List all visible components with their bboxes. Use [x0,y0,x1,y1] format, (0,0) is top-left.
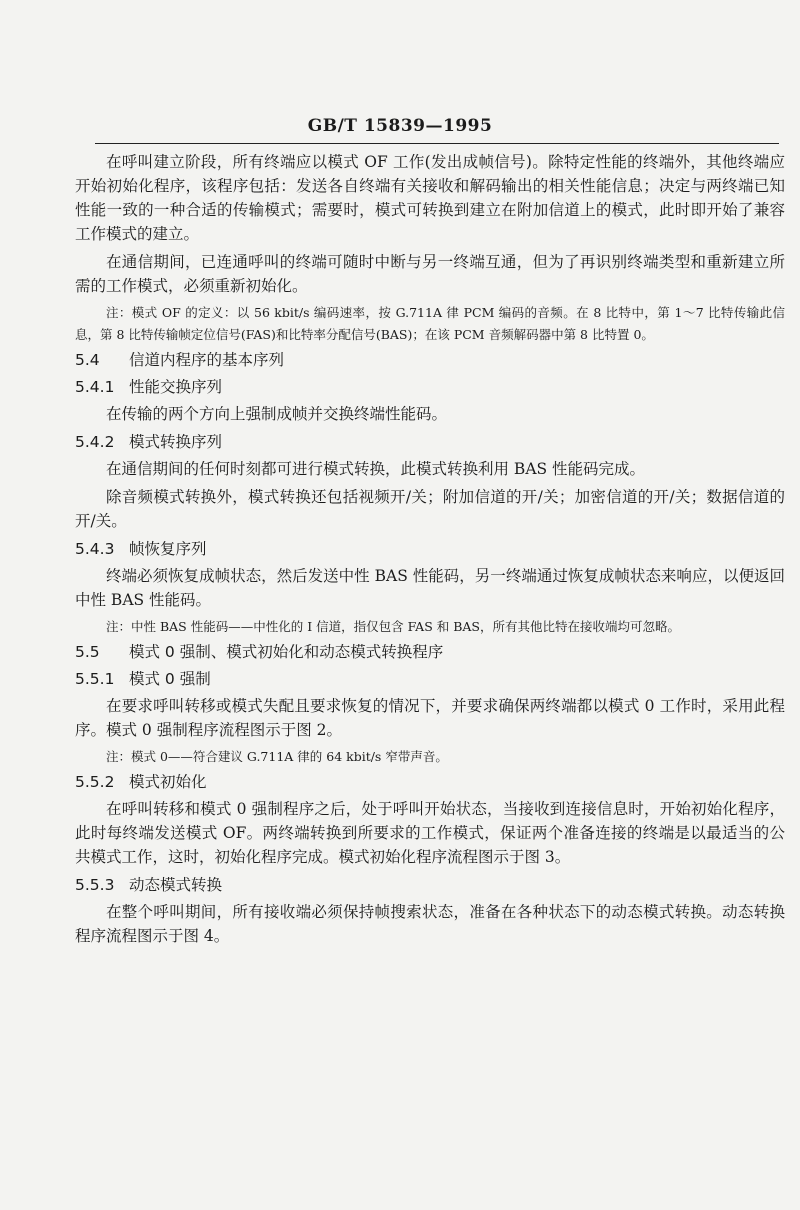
paragraph-frame-recovery: 终端必须恢复成帧状态，然后发送中性 BAS 性能码，另一终端通过恢复成帧状态来响应，以便返回中性 BAS 性能码。 [75,567,785,609]
heading-5-4 [75,348,785,372]
note-mode-of: 注：模式 OF 的定义：以 56 kbit/s 编码速率，按 G.711A 律 PCM 编码的音频。在 8 比特中，第 1～7 比特传输此信息，第 8 比特传输帧定位信号(FAS)和比特率分配信号(BAS)；在该 PCM 音频解码器中第 8 比特置 0。 [75,305,785,342]
paragraph-call-setup: 在呼叫建立阶段，所有终端应以模式 OF 工作(发出成帧信号)。除特定性能的终端外，其他终端应开始初始化程序，该程序包括：发送各自终端有关接收和解码输出的相关性能信息；决定与两终端已知性能一致的一种合适的传输模式；需要时，模式可转换到建立在附加信道上的模式，此时即开始了兼容工作模式的建立。 [75,153,785,243]
heading-5-5 [75,640,785,664]
standard-number-header: GB/T 15839—1995 [307,116,493,136]
heading-text: 模式转换序列 [129,433,223,451]
paragraph-mode0-forcing: 在要求呼叫转移或模式失配且要求恢复的情况下，并要求确保两终端都以模式 0 工作时，采用此程序。模式 0 强制程序流程图示于图 2。 [75,697,786,739]
heading-5-5-1 [75,667,785,691]
heading-number: 5.4.1 [75,378,115,396]
paragraph-reinitialization: 在通信期间，已连通呼叫的终端可随时中断与另一终端互通，但为了再识别终端类型和重新建立所需的工作模式，必须重新初始化。 [75,253,785,295]
heading-5-4-1 [75,375,785,399]
header-rule [95,143,779,144]
heading-text: 模式初始化 [129,773,207,791]
paragraph-mode-switch: 在通信期间的任何时刻都可进行模式转换，此模式转换利用 BAS 性能码完成。 [106,460,646,478]
heading-5-5-2 [75,770,785,794]
heading-text: 信道内程序的基本序列 [129,351,285,369]
heading-text: 模式 0 强制、模式初始化和动态模式转换程序 [129,643,444,661]
heading-5-5-3 [75,873,785,897]
heading-number: 5.4.3 [75,540,115,558]
heading-number: 5.4.2 [75,433,115,451]
paragraph-dynamic-switch: 在整个呼叫期间，所有接收端必须保持帧搜索状态，准备在各种状态下的动态模式转换。动态转换程序流程图示于图 4。 [75,903,785,945]
heading-number: 5.5 [75,643,100,661]
note-mode0: 注：模式 0——符合建议 G.711A 律的 64 kbit/s 窄带声音。 [106,749,448,764]
heading-text: 帧恢复序列 [129,540,207,558]
heading-5-4-2 [75,430,785,454]
heading-text: 模式 0 强制 [129,670,211,688]
heading-number: 5.4 [75,351,100,369]
note-neutral-bas: 注：中性 BAS 性能码——中性化的 I 信道，指仅包含 FAS 和 BAS，所有其他比特在接收端均可忽略。 [106,619,680,634]
heading-number: 5.5.2 [75,773,115,791]
heading-number: 5.5.3 [75,876,115,894]
document-body [75,150,785,952]
paragraph-mode-initialization: 在呼叫转移和模式 0 强制程序之后，处于呼叫开始状态，当接收到连接信息时，开始初始化程序，此时每终端发送模式 OF。两终端转换到所要求的工作模式，保证两个准备连接的终端是以最适当的公共模式工作，这时，初始化程序完成。模式初始化程序流程图示于图 3。 [75,800,785,866]
heading-text: 性能交换序列 [129,378,223,396]
heading-number: 5.5.1 [75,670,115,688]
paragraph-mode-switch-items: 除音频模式转换外，模式转换还包括视频开/关；附加信道的开/关；加密信道的开/关；数据信道的开/关。 [75,488,785,530]
heading-text: 动态模式转换 [129,876,223,894]
paragraph-capability-exchange: 在传输的两个方向上强制成帧并交换终端性能码。 [106,405,448,423]
heading-5-4-3 [75,537,785,561]
